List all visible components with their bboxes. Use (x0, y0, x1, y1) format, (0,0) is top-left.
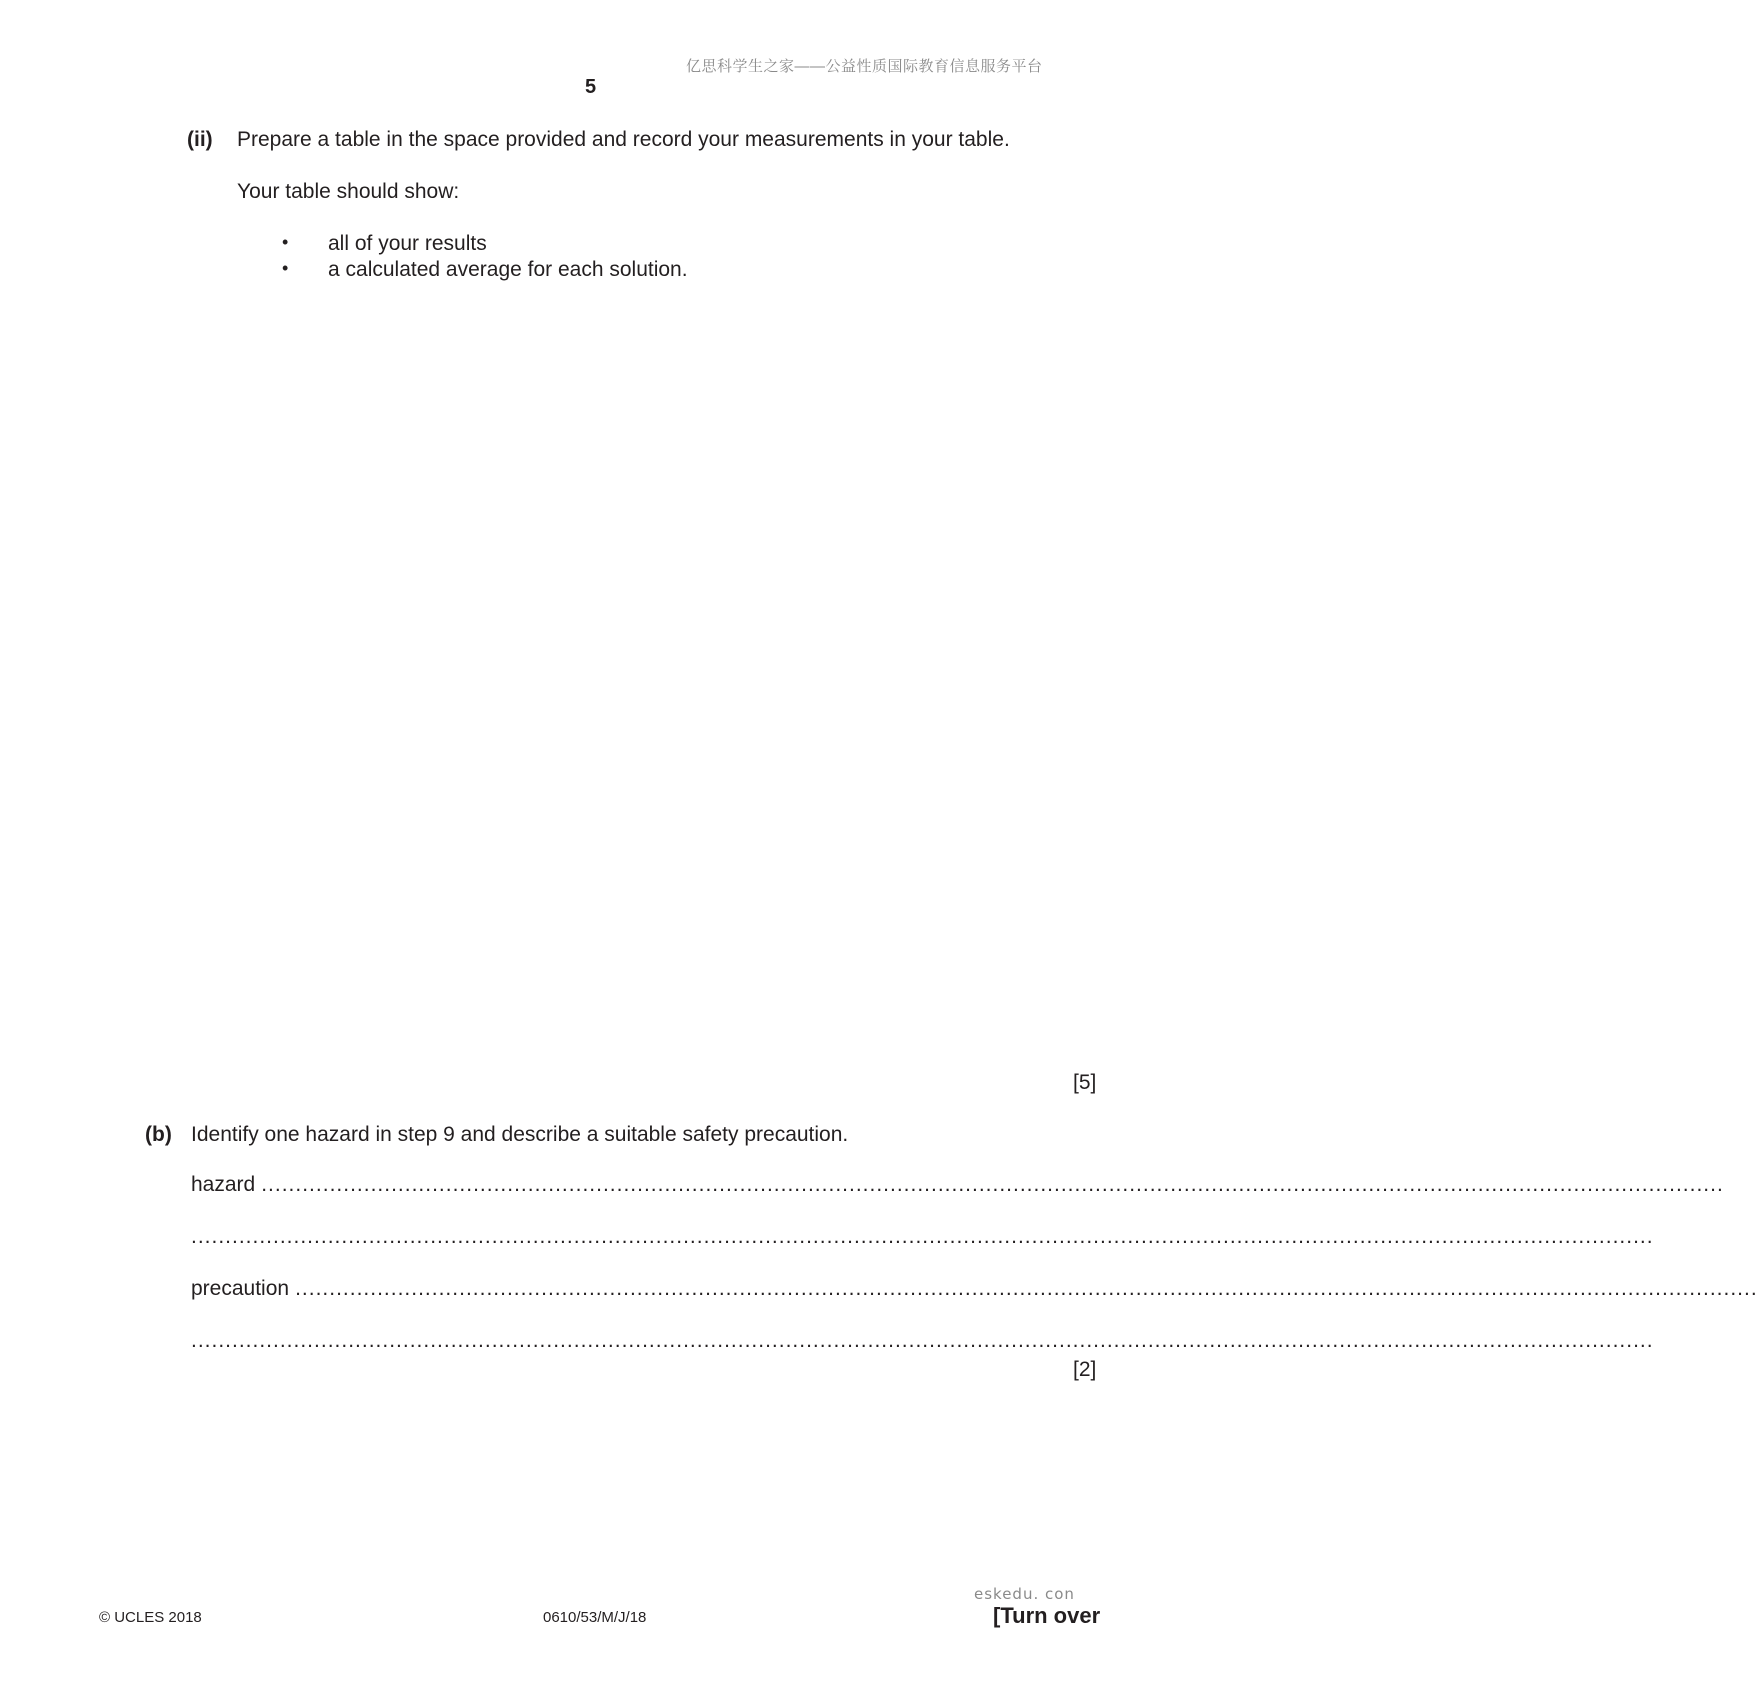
part-b-marks: [2] (1073, 1358, 1097, 1381)
part-ii-marks: [5] (1073, 1071, 1097, 1094)
hazard-answer-line[interactable] (191, 1173, 1724, 1199)
part-ii-instruction: Prepare a table in the space provided and record your measurements in your table. (237, 128, 1010, 151)
bullet-item-1: all of your results (328, 232, 487, 255)
watermark-text: 亿思科学生之家——公益性质国际教育信息服务平台 (686, 58, 1043, 75)
precaution-answer-line-2[interactable] (191, 1329, 1654, 1355)
part-ii-label: (ii) (187, 128, 213, 151)
part-b-question: Identify one hazard in step 9 and describe a suitable safety precaution. (191, 1123, 849, 1146)
dotted-line: ...................................................................................................................................................................................................................... (191, 1225, 1654, 1248)
turn-over-text: [Turn over (993, 1603, 1101, 1628)
precaution-answer-line[interactable] (191, 1277, 1758, 1303)
dotted-line: ...................................................................................................................................................................................................................... (191, 1329, 1654, 1352)
copyright-text: © UCLES 2018 (99, 1609, 202, 1626)
bullet-icon: • (282, 258, 289, 278)
part-b-label: (b) (145, 1123, 172, 1146)
bullet-icon: • (282, 232, 289, 252)
part-ii-subheading: Your table should show: (237, 180, 460, 203)
site-watermark: eskedu. con (974, 1585, 1075, 1603)
dotted-line: ...................................................................................................................................................................................................................... (295, 1277, 1758, 1300)
dotted-line: ...................................................................................................................................................................................................................... (261, 1173, 1724, 1196)
precaution-label: precaution (191, 1277, 290, 1300)
bullet-item-2: a calculated average for each solution. (328, 258, 688, 281)
page-number: 5 (585, 76, 597, 98)
paper-code: 0610/53/M/J/18 (543, 1609, 647, 1626)
hazard-answer-line-2[interactable] (191, 1225, 1654, 1251)
table-answer-space[interactable] (238, 300, 1098, 1040)
hazard-label: hazard (191, 1173, 256, 1196)
